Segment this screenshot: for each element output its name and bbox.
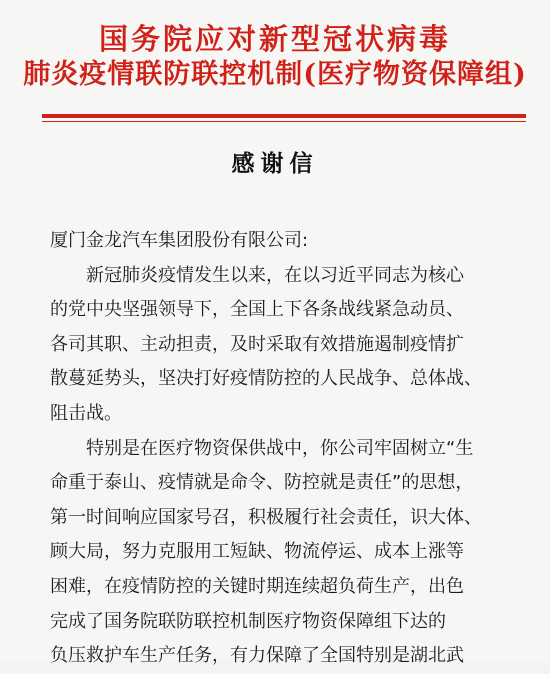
paragraph-2-line: 困难，在疫情防控的关键时期连续超负荷生产，出色 — [50, 575, 464, 597]
paragraph-1-line: 阻击战。 — [50, 402, 122, 424]
paragraph-2-line: 命重于泰山、疫情就是命令、防控就是责任”的思想， — [50, 472, 474, 494]
paragraph-1-line: 散蔓延势头，坚决打好疫情防控的人民战争、总体战、 — [50, 368, 482, 390]
letter-title: 感谢信 — [231, 150, 319, 177]
paragraph-1-line: 各司其职、主动担责，及时采取有效措施遏制疫情扩 — [50, 333, 464, 355]
letterhead-rule-thick — [42, 114, 526, 118]
letterhead-line-1: 国务院应对新型冠状病毒 — [98, 22, 451, 56]
salutation: 厦门金龙汽车集团股份有限公司: — [50, 230, 309, 251]
paragraph-1-line: 新冠肺炎疫情发生以来，在以习近平同志为核心 — [86, 264, 464, 286]
letterhead — [0, 22, 550, 92]
paragraph-2-line: 特别是在医疗物资保供战中，你公司牢固树立“生 — [86, 437, 474, 459]
paragraph-2-line: 负压救护车生产任务，有力保障了全国特别是湖北武 — [50, 645, 464, 667]
letterhead-rule-thin — [42, 121, 526, 122]
letterhead-line-2: 肺炎疫情联防联控机制(医疗物资保障组) — [23, 59, 527, 90]
paragraph-2-line: 顾大局，努力克服用工短缺、物流停运、成本上涨等 — [50, 541, 464, 563]
paragraph-1-line: 的党中央坚强领导下，全国上下各条战线紧急动员、 — [50, 299, 464, 321]
paragraph-2-line: 完成了国务院联防联控机制医疗物资保障组下达的 — [50, 610, 446, 632]
paragraph-2-line: 第一时间响应国家号召，积极履行社会责任，识大体、 — [50, 506, 482, 528]
letter-body — [50, 224, 528, 674]
